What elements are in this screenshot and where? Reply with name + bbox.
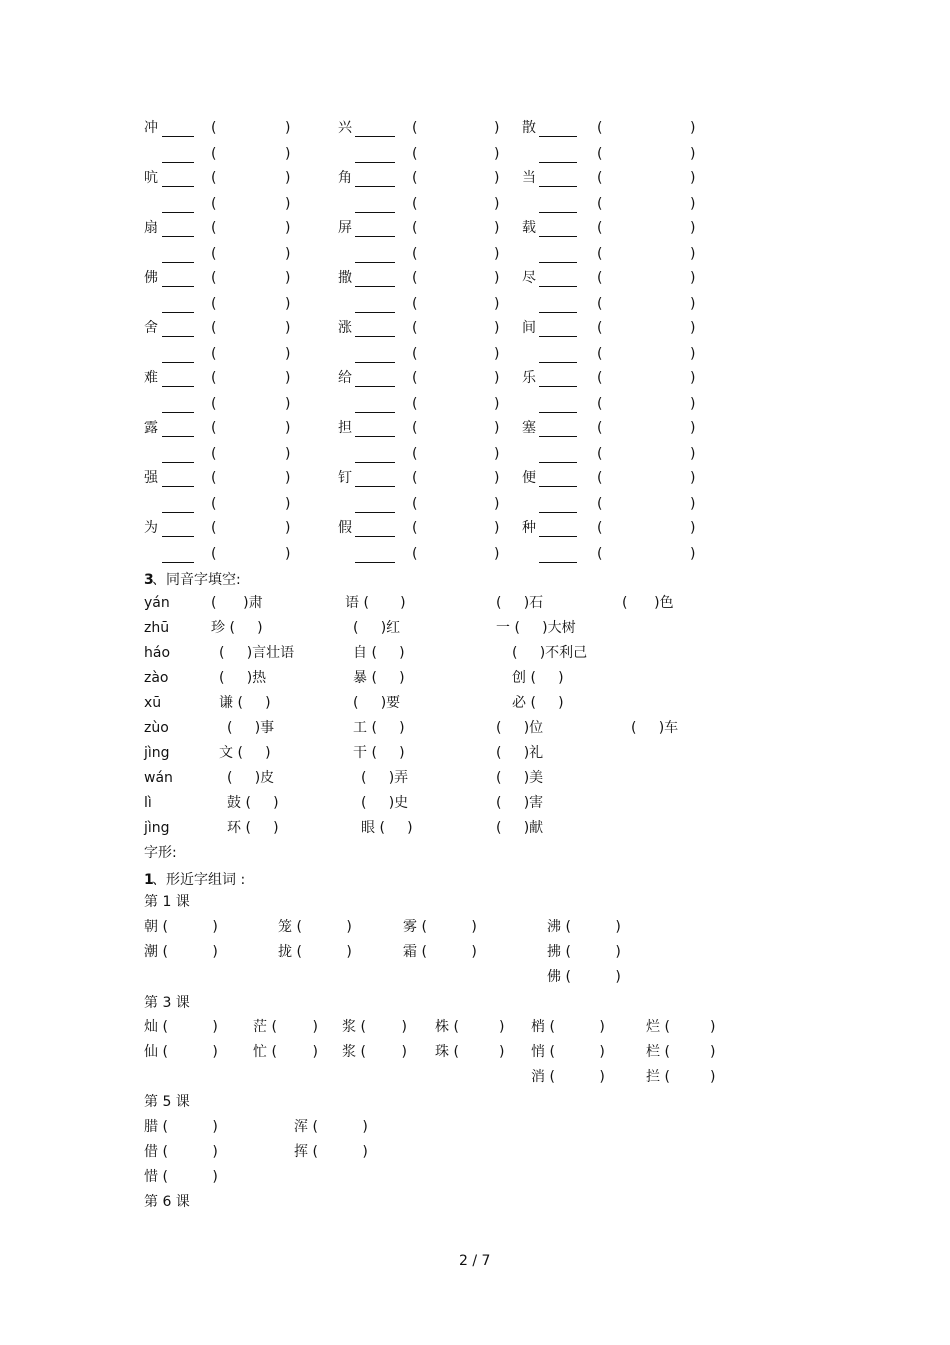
- paren-close: ): [494, 346, 500, 362]
- homophone-item: ( )红: [353, 620, 401, 636]
- paren-open: (: [211, 246, 217, 262]
- polyphone-char: 散: [522, 120, 536, 136]
- paren-open: (: [412, 346, 418, 362]
- answer-blank[interactable]: [162, 162, 194, 163]
- homophone-item: 工 ( ): [353, 720, 405, 736]
- homophone-item: ( )不利己: [512, 645, 588, 661]
- paren-close: ): [494, 370, 500, 386]
- paren-open: (: [597, 296, 603, 312]
- paren-open: (: [211, 320, 217, 336]
- answer-blank[interactable]: [355, 186, 395, 187]
- paren-close: ): [494, 196, 500, 212]
- answer-blank[interactable]: [162, 186, 194, 187]
- polyphone-char: 佛: [144, 270, 158, 286]
- answer-blank[interactable]: [162, 236, 194, 237]
- paren-open: (: [412, 320, 418, 336]
- word-item: 拢 ( ): [278, 944, 352, 960]
- paren-close: ): [690, 496, 696, 512]
- homophone-item: ( )弄: [361, 770, 409, 786]
- paren-close: ): [285, 496, 291, 512]
- homophone-item: ( )言壮语: [219, 645, 295, 661]
- paren-open: (: [412, 296, 418, 312]
- paren-close: ): [494, 270, 500, 286]
- paren-open: (: [211, 346, 217, 362]
- paren-open: (: [412, 520, 418, 536]
- polyphone-char: 涨: [338, 320, 352, 336]
- word-item: 梢 ( ): [531, 1019, 605, 1035]
- word-item: 浆 ( ): [342, 1044, 407, 1060]
- homophone-item: 暴 ( ): [353, 670, 405, 686]
- answer-blank[interactable]: [355, 386, 395, 387]
- paren-close: ): [494, 546, 500, 562]
- answer-blank[interactable]: [355, 512, 395, 513]
- answer-blank[interactable]: [355, 462, 395, 463]
- paren-close: ): [285, 170, 291, 186]
- paren-close: ): [690, 220, 696, 236]
- answer-blank[interactable]: [162, 512, 194, 513]
- paren-close: ): [690, 470, 696, 486]
- answer-blank[interactable]: [539, 536, 577, 537]
- answer-blank[interactable]: [355, 412, 395, 413]
- paren-open: (: [412, 496, 418, 512]
- paren-open: (: [412, 470, 418, 486]
- paren-close: ): [494, 396, 500, 412]
- word-item: 灿 ( ): [144, 1019, 218, 1035]
- paren-close: ): [494, 246, 500, 262]
- paren-open: (: [211, 120, 217, 136]
- paren-close: ): [690, 170, 696, 186]
- word-item: 栏 ( ): [646, 1044, 716, 1060]
- answer-blank[interactable]: [539, 562, 577, 563]
- polyphone-char: 吭: [144, 170, 158, 186]
- answer-blank[interactable]: [162, 286, 194, 287]
- pinyin-label: háo: [144, 645, 171, 661]
- paren-open: (: [211, 396, 217, 412]
- answer-blank[interactable]: [539, 412, 577, 413]
- answer-blank[interactable]: [355, 312, 395, 313]
- word-item: 浆 ( ): [342, 1019, 407, 1035]
- paren-open: (: [412, 120, 418, 136]
- homophone-item: ( )色: [622, 595, 674, 611]
- pinyin-label: zùo: [144, 720, 169, 736]
- paren-open: (: [412, 246, 418, 262]
- polyphone-char: 便: [522, 470, 536, 486]
- homophone-item: ( )献: [496, 820, 544, 836]
- polyphone-char: 强: [144, 470, 158, 486]
- word-item: 浑 ( ): [294, 1119, 368, 1135]
- section-title: 、形近字组词 :: [152, 872, 246, 888]
- paren-open: (: [597, 420, 603, 436]
- homophone-item: 眼 ( ): [361, 820, 413, 836]
- paren-close: ): [285, 220, 291, 236]
- homophone-item: 文 ( ): [219, 745, 271, 761]
- homophone-item: ( )热: [219, 670, 267, 686]
- pinyin-label: jìng: [144, 820, 170, 836]
- paren-close: ): [690, 196, 696, 212]
- paren-open: (: [597, 146, 603, 162]
- answer-blank[interactable]: [355, 262, 395, 263]
- answer-blank[interactable]: [162, 336, 194, 337]
- answer-blank[interactable]: [162, 412, 194, 413]
- answer-blank[interactable]: [162, 536, 194, 537]
- polyphone-char: 舍: [144, 320, 158, 336]
- homophone-item: 创 ( ): [512, 670, 564, 686]
- paren-close: ): [494, 470, 500, 486]
- paren-open: (: [211, 520, 217, 536]
- homophone-item: ( )车: [631, 720, 679, 736]
- homophone-item: 语 ( ): [345, 595, 406, 611]
- paren-open: (: [211, 270, 217, 286]
- homophone-item: ( )美: [496, 770, 544, 786]
- paren-close: ): [285, 246, 291, 262]
- homophone-item: ( )位: [496, 720, 544, 736]
- paren-open: (: [597, 520, 603, 536]
- paren-open: (: [597, 120, 603, 136]
- word-item: 惜 ( ): [144, 1169, 218, 1185]
- word-item: 拦 ( ): [646, 1069, 716, 1085]
- polyphone-char: 兴: [338, 120, 352, 136]
- lesson-title: 第 5 课: [144, 1094, 190, 1110]
- word-item: 茫 ( ): [253, 1019, 318, 1035]
- word-item: 悄 ( ): [531, 1044, 605, 1060]
- pinyin-label: yán: [144, 595, 170, 611]
- pinyin-label: lì: [144, 795, 152, 811]
- paren-open: (: [412, 196, 418, 212]
- paren-close: ): [494, 146, 500, 162]
- polyphone-char: 给: [338, 370, 352, 386]
- homophone-item: 环 ( ): [227, 820, 279, 836]
- paren-close: ): [690, 146, 696, 162]
- paren-open: (: [597, 220, 603, 236]
- homophone-item: 自 ( ): [353, 645, 405, 661]
- word-item: 消 ( ): [531, 1069, 605, 1085]
- answer-blank[interactable]: [539, 362, 577, 363]
- section-title: 、同音字填空:: [152, 572, 241, 588]
- answer-blank[interactable]: [355, 236, 395, 237]
- polyphone-char: 乐: [522, 370, 536, 386]
- homophone-item: 一 ( )大树: [496, 620, 576, 636]
- answer-blank[interactable]: [539, 212, 577, 213]
- paren-open: (: [412, 170, 418, 186]
- word-item: 沸 ( ): [547, 919, 621, 935]
- paren-close: ): [285, 420, 291, 436]
- answer-blank[interactable]: [539, 236, 577, 237]
- polyphone-char: 种: [522, 520, 536, 536]
- word-item: 株 ( ): [435, 1019, 505, 1035]
- answer-blank[interactable]: [539, 336, 577, 337]
- word-item: 腊 ( ): [144, 1119, 218, 1135]
- paren-open: (: [597, 446, 603, 462]
- answer-blank[interactable]: [355, 362, 395, 363]
- word-item: 烂 ( ): [646, 1019, 716, 1035]
- paren-close: ): [285, 470, 291, 486]
- paren-open: (: [412, 446, 418, 462]
- homophone-item: ( )礼: [496, 745, 544, 761]
- word-item: 珠 ( ): [435, 1044, 505, 1060]
- paren-close: ): [285, 270, 291, 286]
- paren-close: ): [285, 120, 291, 136]
- answer-blank[interactable]: [539, 186, 577, 187]
- paren-open: (: [211, 146, 217, 162]
- paren-close: ): [494, 120, 500, 136]
- paren-close: ): [494, 170, 500, 186]
- paren-open: (: [597, 320, 603, 336]
- paren-close: ): [494, 296, 500, 312]
- paren-close: ): [285, 546, 291, 562]
- polyphone-char: 假: [338, 520, 352, 536]
- paren-open: (: [412, 370, 418, 386]
- polyphone-char: 塞: [522, 420, 536, 436]
- answer-blank[interactable]: [162, 462, 194, 463]
- paren-open: (: [412, 396, 418, 412]
- answer-blank[interactable]: [539, 136, 577, 137]
- paren-close: ): [494, 496, 500, 512]
- pinyin-label: zào: [144, 670, 169, 686]
- homophone-item: ( )皮: [227, 770, 275, 786]
- polyphone-char: 尽: [522, 270, 536, 286]
- answer-blank[interactable]: [162, 312, 194, 313]
- paren-open: (: [211, 496, 217, 512]
- homophone-item: 珍 ( ): [211, 620, 263, 636]
- paren-open: (: [211, 196, 217, 212]
- paren-close: ): [690, 546, 696, 562]
- word-item: 挥 ( ): [294, 1144, 368, 1160]
- paren-open: (: [211, 170, 217, 186]
- pinyin-label: wán: [144, 770, 173, 786]
- polyphone-char: 角: [338, 170, 352, 186]
- lesson-title: 第 6 课: [144, 1194, 190, 1210]
- word-item: 仙 ( ): [144, 1044, 218, 1060]
- answer-blank[interactable]: [539, 162, 577, 163]
- paren-open: (: [412, 546, 418, 562]
- paren-open: (: [412, 270, 418, 286]
- homophone-item: 必 ( ): [512, 695, 564, 711]
- polyphone-char: 当: [522, 170, 536, 186]
- paren-open: (: [597, 346, 603, 362]
- paren-close: ): [494, 446, 500, 462]
- paren-open: (: [211, 370, 217, 386]
- polyphone-char: 露: [144, 420, 158, 436]
- answer-blank[interactable]: [355, 286, 395, 287]
- answer-blank[interactable]: [355, 212, 395, 213]
- word-item: 拂 ( ): [547, 944, 621, 960]
- homophone-item: 干 ( ): [353, 745, 405, 761]
- paren-open: (: [412, 220, 418, 236]
- homophone-item: ( )史: [361, 795, 409, 811]
- paren-close: ): [690, 370, 696, 386]
- answer-blank[interactable]: [539, 436, 577, 437]
- polyphone-char: 冲: [144, 120, 158, 136]
- paren-close: ): [285, 296, 291, 312]
- answer-blank[interactable]: [539, 262, 577, 263]
- paren-open: (: [211, 470, 217, 486]
- paren-open: (: [211, 420, 217, 436]
- paren-open: (: [597, 270, 603, 286]
- paren-close: ): [690, 396, 696, 412]
- paren-close: ): [690, 320, 696, 336]
- polyphone-char: 载: [522, 220, 536, 236]
- polyphone-char: 难: [144, 370, 158, 386]
- paren-close: ): [690, 270, 696, 286]
- paren-close: ): [494, 320, 500, 336]
- paren-close: ): [690, 296, 696, 312]
- answer-blank[interactable]: [355, 536, 395, 537]
- paren-open: (: [597, 396, 603, 412]
- answer-blank[interactable]: [539, 512, 577, 513]
- answer-blank[interactable]: [355, 162, 395, 163]
- paren-close: ): [690, 520, 696, 536]
- pinyin-label: zhū: [144, 620, 170, 636]
- answer-blank[interactable]: [162, 212, 194, 213]
- paren-open: (: [412, 420, 418, 436]
- word-item: 朝 ( ): [144, 919, 218, 935]
- paren-close: ): [285, 196, 291, 212]
- answer-blank[interactable]: [355, 336, 395, 337]
- homophone-item: 谦 ( ): [219, 695, 271, 711]
- word-item: 霜 ( ): [403, 944, 477, 960]
- paren-open: (: [211, 446, 217, 462]
- paren-open: (: [211, 296, 217, 312]
- answer-blank[interactable]: [539, 286, 577, 287]
- paren-close: ): [285, 320, 291, 336]
- polyphone-char: 扇: [144, 220, 158, 236]
- pinyin-label: jìng: [144, 745, 170, 761]
- answer-blank[interactable]: [162, 136, 194, 137]
- answer-blank[interactable]: [539, 312, 577, 313]
- homophone-item: ( )要: [353, 695, 401, 711]
- paren-open: (: [597, 470, 603, 486]
- paren-open: (: [597, 246, 603, 262]
- paren-open: (: [597, 170, 603, 186]
- word-item: 潮 ( ): [144, 944, 218, 960]
- word-item: 笼 ( ): [278, 919, 352, 935]
- answer-blank[interactable]: [355, 436, 395, 437]
- word-item: 忙 ( ): [253, 1044, 318, 1060]
- section-number: 3: [144, 572, 154, 588]
- paren-open: (: [597, 196, 603, 212]
- paren-close: ): [690, 120, 696, 136]
- paren-close: ): [690, 346, 696, 362]
- answer-blank[interactable]: [162, 262, 194, 263]
- answer-blank[interactable]: [162, 486, 194, 487]
- homophone-item: ( )肃: [211, 595, 263, 611]
- polyphone-char: 钉: [338, 470, 352, 486]
- word-item: 佛 ( ): [547, 969, 621, 985]
- answer-blank[interactable]: [539, 486, 577, 487]
- answer-blank[interactable]: [355, 486, 395, 487]
- pinyin-label: xū: [144, 695, 162, 711]
- paren-close: ): [285, 396, 291, 412]
- paren-close: ): [494, 520, 500, 536]
- paren-open: (: [597, 546, 603, 562]
- paren-close: ): [690, 420, 696, 436]
- homophone-item: ( )害: [496, 795, 544, 811]
- paren-close: ): [285, 370, 291, 386]
- paren-close: ): [494, 220, 500, 236]
- answer-blank[interactable]: [162, 436, 194, 437]
- paren-open: (: [211, 546, 217, 562]
- homophone-item: ( )事: [227, 720, 275, 736]
- answer-blank[interactable]: [539, 386, 577, 387]
- word-item: 雾 ( ): [403, 919, 477, 935]
- page-number: 2 / 7: [459, 1253, 491, 1269]
- lesson-title: 第 3 课: [144, 995, 190, 1011]
- paren-open: (: [211, 220, 217, 236]
- homophone-item: ( )石: [496, 595, 544, 611]
- paren-close: ): [285, 146, 291, 162]
- paren-close: ): [285, 346, 291, 362]
- polyphone-char: 担: [338, 420, 352, 436]
- paren-open: (: [412, 146, 418, 162]
- answer-blank[interactable]: [355, 136, 395, 137]
- homophone-item: 鼓 ( ): [227, 795, 279, 811]
- paren-close: ): [494, 420, 500, 436]
- subheading: 字形:: [144, 845, 177, 861]
- paren-close: ): [285, 520, 291, 536]
- word-item: 借 ( ): [144, 1144, 218, 1160]
- lesson-title: 第 1 课: [144, 894, 190, 910]
- answer-blank[interactable]: [355, 562, 395, 563]
- polyphone-char: 屏: [338, 220, 352, 236]
- answer-blank[interactable]: [162, 386, 194, 387]
- paren-open: (: [597, 370, 603, 386]
- paren-close: ): [690, 446, 696, 462]
- paren-close: ): [285, 446, 291, 462]
- answer-blank[interactable]: [162, 362, 194, 363]
- polyphone-char: 为: [144, 520, 158, 536]
- section-number: 1: [144, 872, 154, 888]
- answer-blank[interactable]: [162, 562, 194, 563]
- polyphone-char: 间: [522, 320, 536, 336]
- paren-close: ): [690, 246, 696, 262]
- answer-blank[interactable]: [539, 462, 577, 463]
- polyphone-char: 撒: [338, 270, 352, 286]
- paren-open: (: [597, 496, 603, 512]
